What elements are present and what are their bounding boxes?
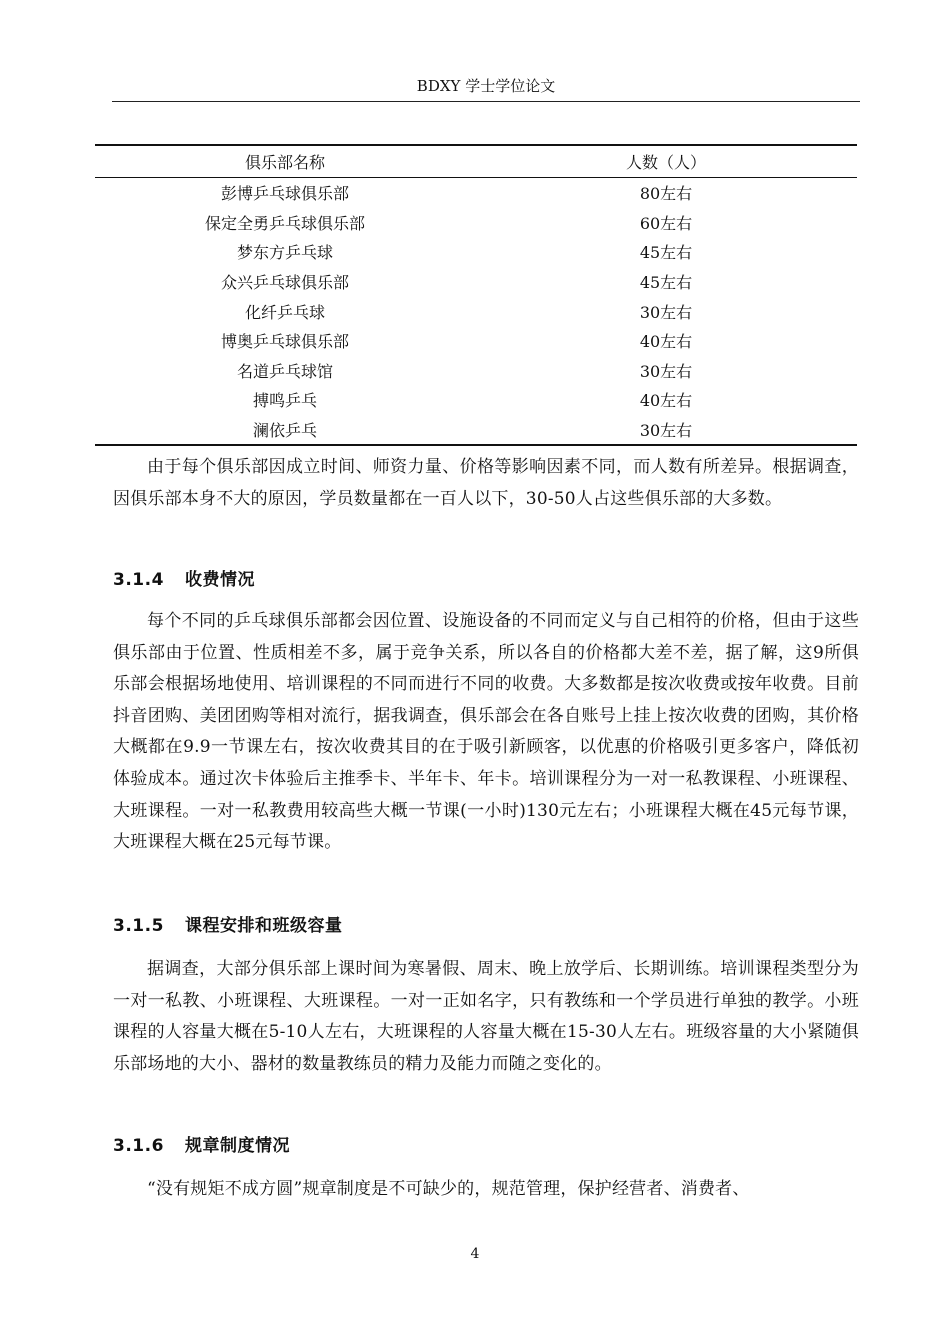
table-row (95, 208, 857, 238)
table-row (95, 237, 857, 267)
club-membership-table (95, 144, 857, 446)
paragraph-course-arrangement: 据调查，大部分俱乐部上课时间为寒暑假、周末、晚上放学后、长期训练。培训课程类型分为一对一私教、小班课程、大班课程。一对一正如名字，只有教练和一个学员进行单独的教学。小班课程的人容量大概在5-10人左右，大班课程的人容量大概在15-30人左右。班级容量的大小紧随俱乐部场地的大小、器材的数量教练员的精力及能力而随之变化的。 (113, 959, 859, 1074)
page-number: 4 (470, 1246, 480, 1262)
section-title: 课程安排和班级容量 (185, 916, 343, 936)
section-number: 3.1.6 (113, 1136, 164, 1156)
table-row (95, 296, 857, 326)
table-row (95, 385, 857, 415)
member-count-cell: 60左右 (639, 213, 693, 233)
paragraph-fees: 每个不同的乒乓球俱乐部都会因位置、设施设备的不同而定义与自己相符的价格，但由于这些俱乐部由于位置、性质相差不多，属于竞争关系，所以各自的价格都大差不差，据了解，这9所俱乐部会根据场地使用、培训课程的不同而进行不同的收费。大多数都是按次收费或按年收费。目前抖音团购、美团团购等相对流行，据我调查，俱乐部会在各自账号上挂上按次收费的团购，其价格大概都在9.9一节课左右，按次收费其目的在于吸引新顾客，以优惠的价格吸引更多客户，降低初体验成本。通过次卡体验后主推季卡、半年卡、年卡。培训课程分为一对一私教课程、小班课程、大班课程。一对一私教费用较高些大概一节课(一小时)130元左右；小班课程大概在45元每节课，大班课程大概在25元每节课。 (113, 611, 859, 853)
paragraph-member-differences: 由于每个俱乐部因成立时间、师资力量、价格等影响因素不同，而人数有所差异。根据调查，因俱乐部本身不大的原因，学员数量都在一百人以下，30-50人占这些俱乐部的大多数。 (113, 457, 859, 509)
header-rule (112, 101, 860, 102)
member-count-cell: 30左右 (639, 302, 693, 322)
club-name-cell: 梦东方乒乓球 (236, 243, 333, 263)
club-name-cell: 博奥乒乓球俱乐部 (220, 332, 349, 352)
table-row (95, 267, 857, 297)
member-count-cell: 30左右 (475, 415, 857, 446)
member-count-cell: 40左右 (639, 332, 693, 352)
section-title: 收费情况 (185, 570, 255, 590)
table-row (95, 356, 857, 386)
member-count-cell: 45左右 (639, 273, 693, 293)
club-name-cell: 保定全勇乒乓球俱乐部 (204, 213, 365, 233)
club-name-cell: 彭博乒乓球俱乐部 (220, 184, 349, 204)
club-name-cell: 名道乒乓球馆 (236, 361, 333, 381)
member-count-cell: 40左右 (639, 391, 693, 411)
section-heading-3-1-5 (113, 912, 343, 940)
column-header-club-name: 俱乐部名称 (95, 145, 475, 178)
member-count-cell: 30左右 (639, 361, 693, 381)
column-header-member-count: 人数（人） (475, 145, 857, 178)
member-count-cell: 80左右 (639, 184, 693, 204)
club-name-cell: 搏鸣乒乓 (252, 391, 317, 411)
table-row (95, 415, 857, 446)
club-name-cell: 众兴乒乓球俱乐部 (220, 273, 349, 293)
section-title: 规章制度情况 (185, 1136, 290, 1156)
section-number: 3.1.5 (113, 916, 164, 936)
club-name-cell: 化纤乒乓球 (244, 302, 325, 322)
paragraph-rules: “没有规矩不成方圆”规章制度是不可缺少的，规范管理，保护经营者、消费者、 (147, 1179, 750, 1199)
table-row (95, 178, 857, 208)
club-name-cell: 澜依乒乓 (95, 415, 475, 446)
member-count-cell: 45左右 (639, 243, 693, 263)
table-row (95, 326, 857, 356)
running-header: BDXY 学士学位论文 (416, 77, 556, 95)
section-number: 3.1.4 (113, 570, 164, 590)
table-header-row (95, 145, 857, 178)
section-heading-3-1-4 (113, 566, 255, 594)
section-heading-3-1-6 (113, 1132, 290, 1160)
